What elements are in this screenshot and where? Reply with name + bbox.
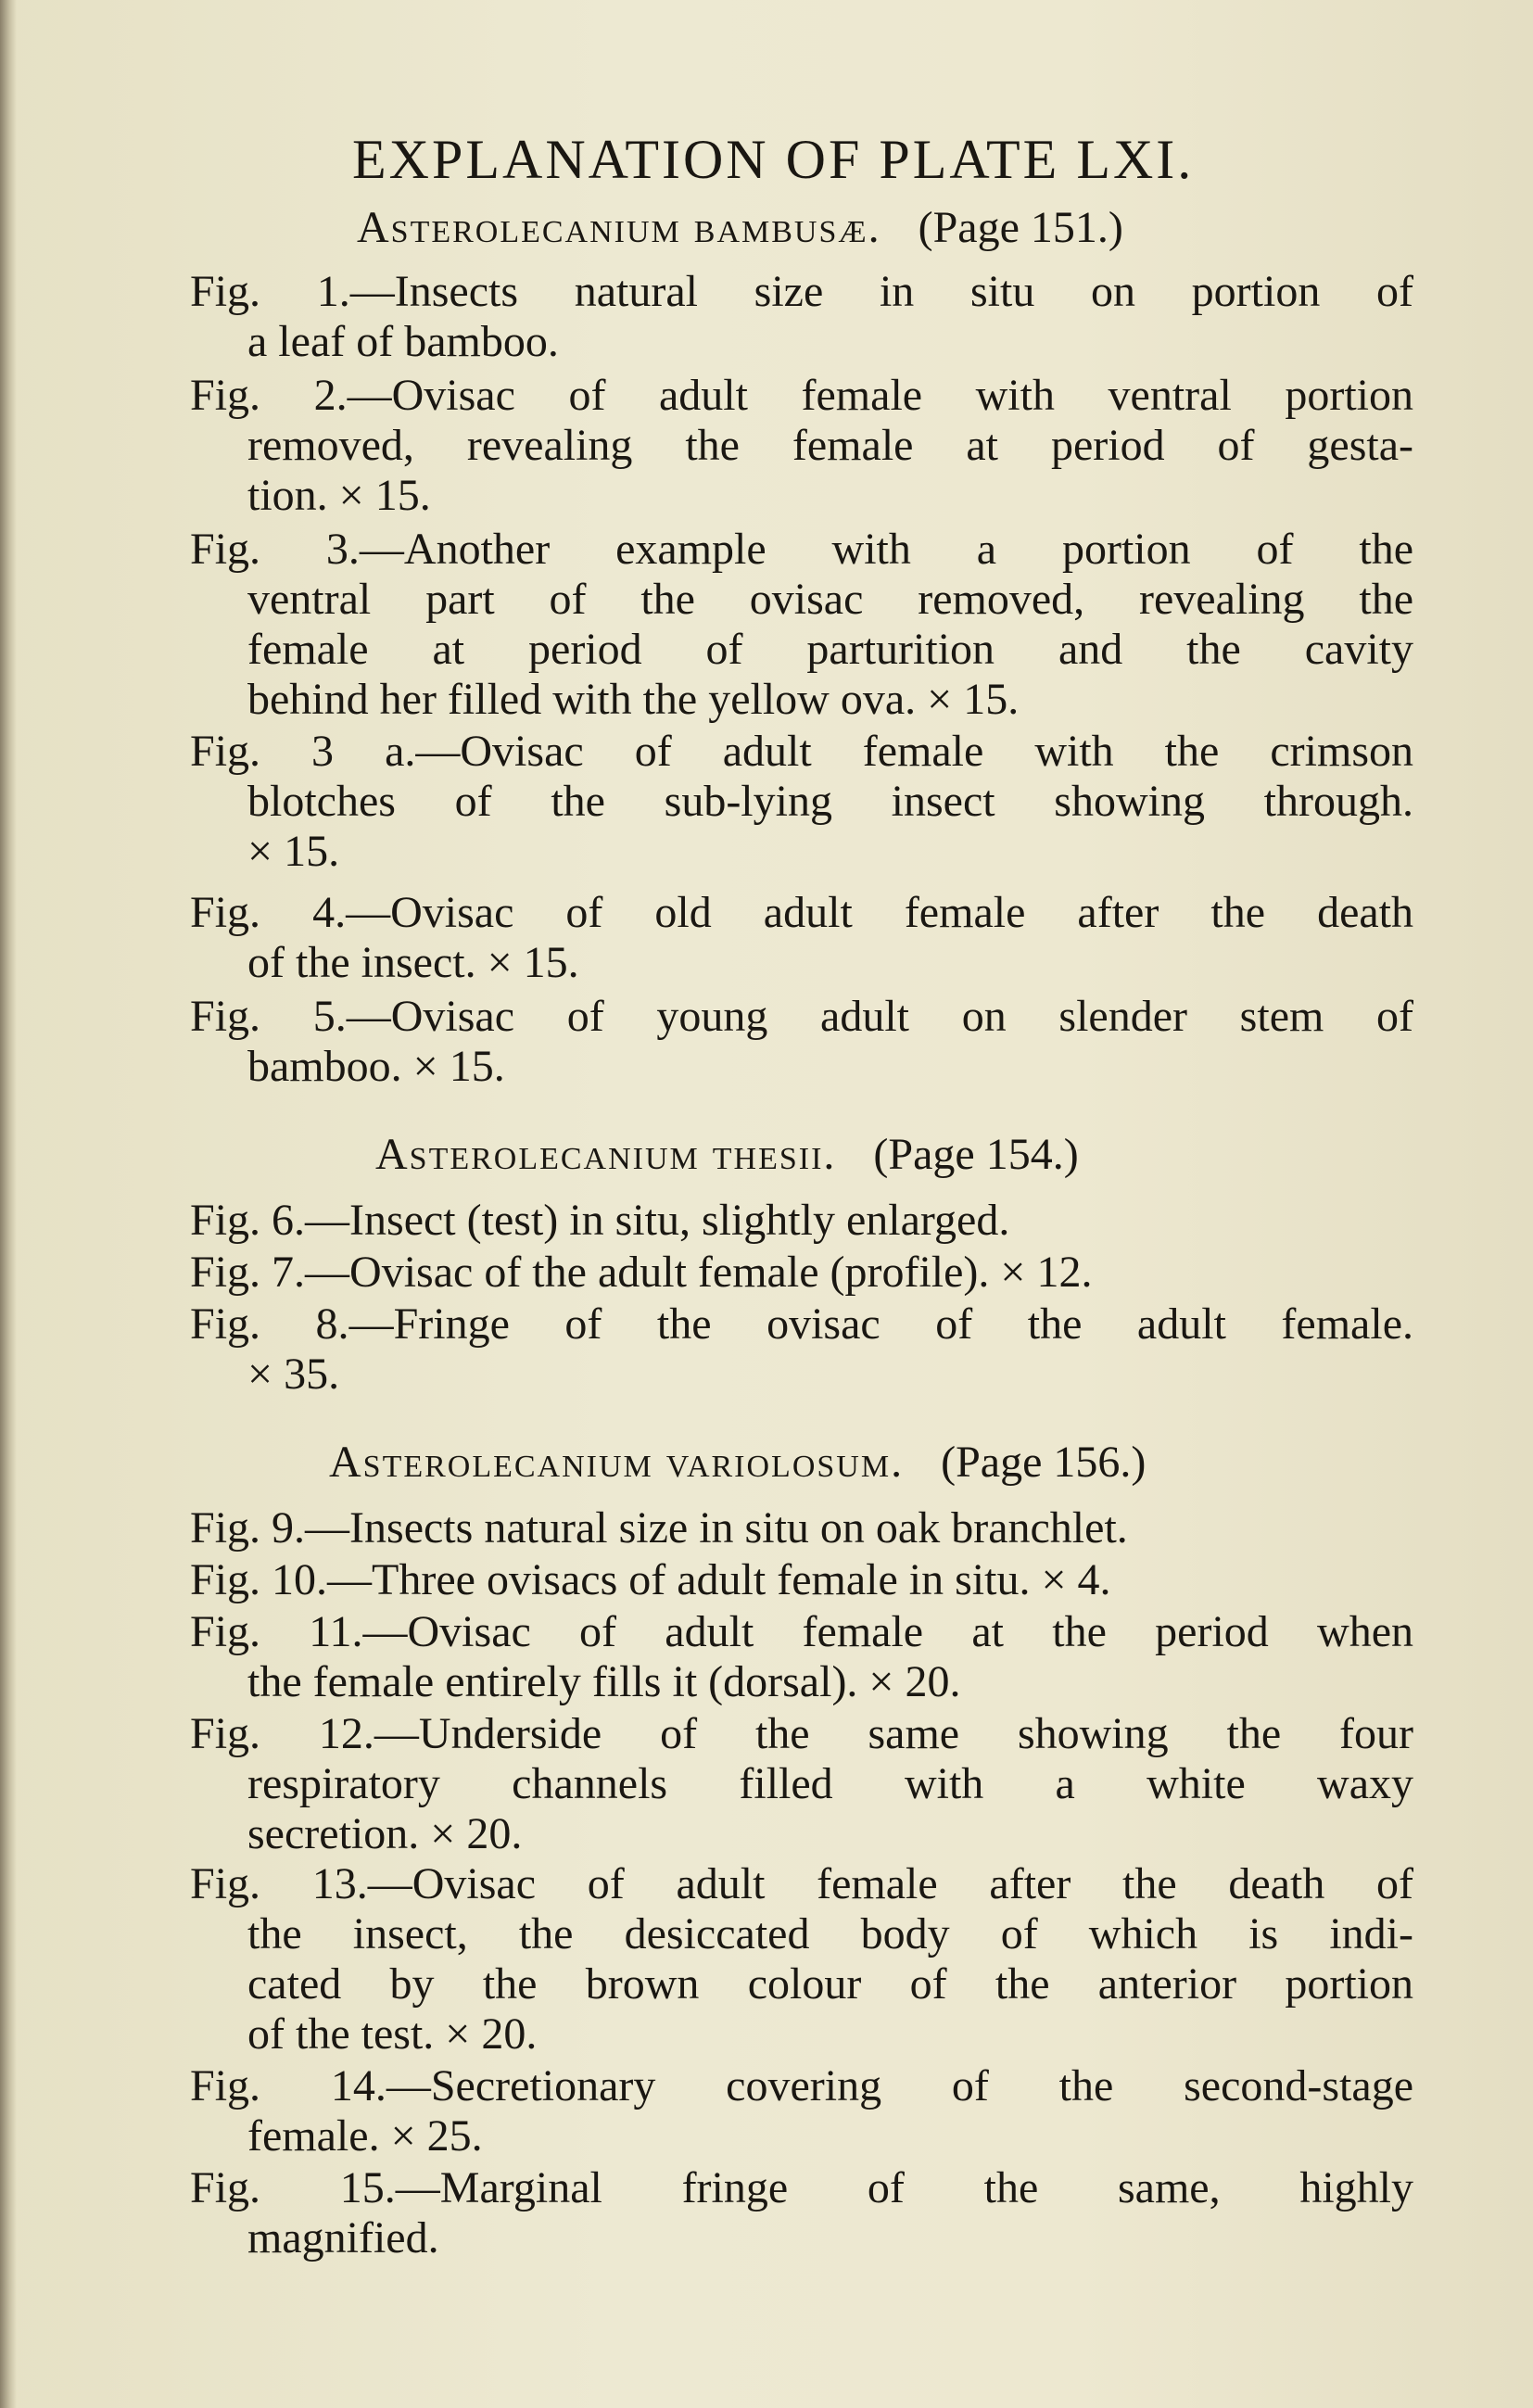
caption-line: Fig. 7.—Ovisac of the adult female (profile). × 12. [190, 1248, 1093, 1297]
section-heading-thesii [375, 1129, 1079, 1180]
caption-line: female. × 25. [247, 2111, 483, 2161]
caption-line: the female entirely fills it (dorsal). × 20. [247, 1657, 961, 1706]
caption-line: of the test. × 20. [247, 2009, 538, 2059]
caption-line: Fig. 12.—Underside of the same showing the four [190, 1709, 1414, 1758]
section-heading-bambusae [357, 202, 1123, 253]
caption-line: respiratory channels filled with a white waxy [247, 1759, 1413, 1808]
caption-line: Fig. 3.—Another example with a portion of the [190, 525, 1414, 574]
caption-line: Fig. 8.—Fringe of the ovisac of the adult female. [190, 1299, 1413, 1349]
caption-line: the insect, the desiccated body of which is indi- [247, 1909, 1413, 1958]
caption-line: Fig. 15.—Marginal fringe of the same, highly [190, 2163, 1414, 2212]
caption-line: Fig. 1.—Insects natural size in situ on portion of [190, 267, 1413, 316]
figure-caption-3 [190, 525, 1413, 725]
section-genus: Asterolecanium bambusæ. [357, 203, 881, 252]
figure-caption-11 [190, 1607, 1413, 1707]
caption-line: secretion. × 20. [247, 1809, 523, 1858]
figure-caption-14 [190, 2061, 1413, 2161]
figure-caption-4 [190, 888, 1413, 988]
figure-caption-1 [190, 267, 1413, 367]
caption-line: behind her filled with the yellow ova. × 15. [247, 675, 1020, 724]
caption-line: Fig. 14.—Secretionary covering of the second-stage [190, 2061, 1413, 2110]
figure-caption-13 [190, 1859, 1413, 2059]
caption-line: Fig. 5.—Ovisac of young adult on slender stem of [190, 992, 1414, 1041]
figure-caption-3a [190, 727, 1413, 877]
caption-line: × 15. [247, 827, 340, 876]
section-page-ref: (Page 156.) [941, 1438, 1147, 1487]
figure-caption-5 [190, 992, 1413, 1092]
caption-line: tion. × 15. [247, 471, 431, 520]
caption-line: Fig. 11.—Ovisac of adult female at the period when [190, 1607, 1414, 1656]
section-genus: Asterolecanium variolosum. [329, 1438, 905, 1487]
caption-line: bamboo. × 15. [247, 1042, 505, 1091]
figure-caption-12 [190, 1709, 1413, 1859]
figure-caption-15 [190, 2163, 1413, 2263]
caption-line: a leaf of bamboo. [247, 317, 559, 366]
figure-caption-7 [190, 1248, 1413, 1298]
caption-line: Fig. 6.—Insect (test) in situ, slightly enlarged. [190, 1196, 1010, 1245]
caption-line: removed, revealing the female at period of gesta- [247, 421, 1413, 470]
figure-caption-2 [190, 371, 1413, 521]
caption-line: magnified. [247, 2213, 439, 2262]
caption-line: Fig. 3 a.—Ovisac of adult female with the crimson [190, 727, 1413, 776]
section-page-ref: (Page 154.) [873, 1130, 1079, 1179]
figure-caption-9 [190, 1503, 1413, 1553]
caption-line: cated by the brown colour of the anterior portion [247, 1959, 1413, 2009]
page-title: EXPLANATION OF PLATE LXI. [352, 129, 1195, 190]
caption-line: Fig. 9.—Insects natural size in situ on oak branchlet. [190, 1503, 1128, 1553]
page-gutter-shadow [0, 0, 17, 2408]
caption-line: of the insect. × 15. [247, 938, 579, 987]
caption-line: Fig. 4.—Ovisac of old adult female after the death [190, 888, 1414, 937]
section-heading-variolosum [329, 1437, 1146, 1488]
figure-caption-6 [190, 1196, 1413, 1246]
caption-line: Fig. 2.—Ovisac of adult female with ventral portion [190, 371, 1414, 420]
section-page-ref: (Page 151.) [918, 203, 1123, 252]
figure-caption-8 [190, 1299, 1413, 1400]
caption-line: female at period of parturition and the cavity [247, 625, 1413, 674]
caption-line: Fig. 10.—Three ovisacs of adult female in situ. × 4. [190, 1555, 1111, 1604]
figure-caption-10 [190, 1555, 1413, 1605]
section-genus: Asterolecanium thesii. [375, 1130, 837, 1179]
caption-line: × 35. [247, 1350, 340, 1399]
caption-line: ventral part of the ovisac removed, revealing the [247, 575, 1413, 624]
caption-line: blotches of the sub-lying insect showing through. [247, 777, 1413, 826]
caption-line: Fig. 13.—Ovisac of adult female after the death of [190, 1859, 1414, 1908]
